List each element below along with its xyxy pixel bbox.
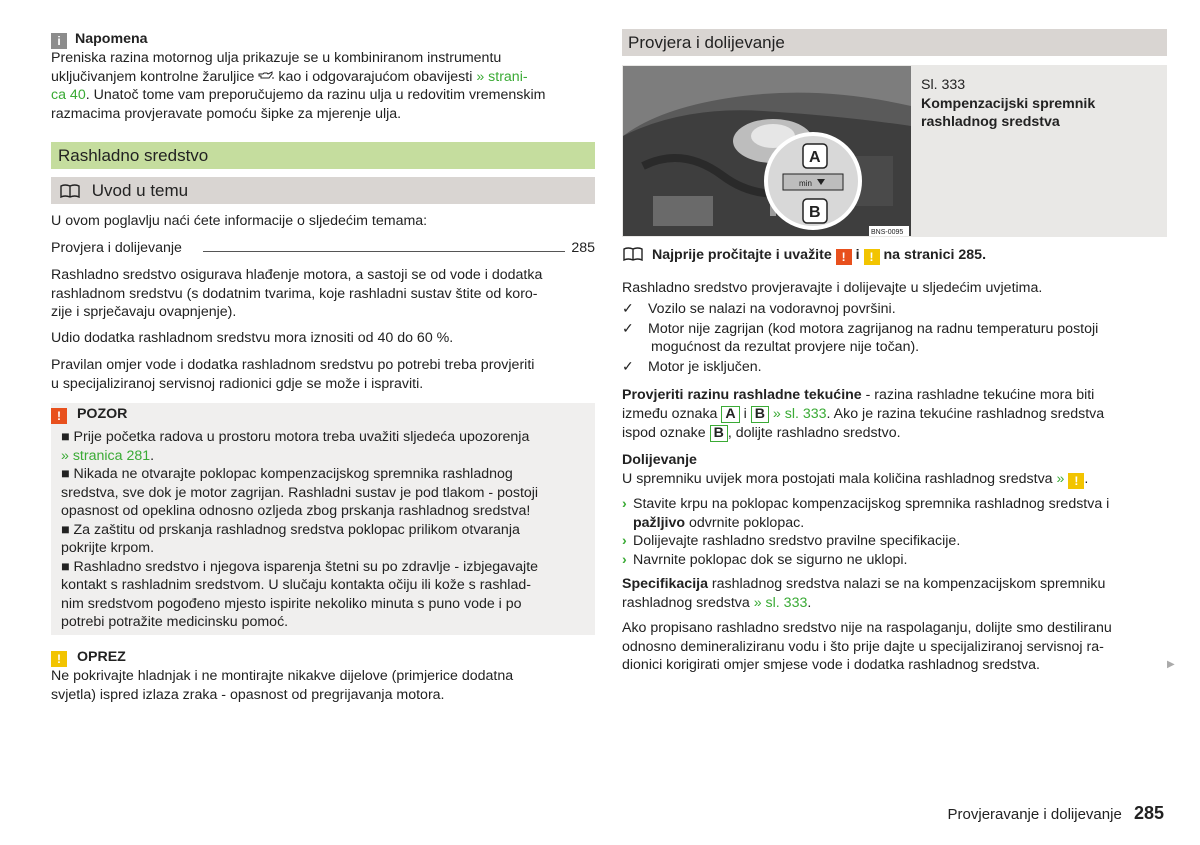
note-block bbox=[51, 30, 595, 123]
text-line: Vozilo se nalazi na vodoravnoj površini. bbox=[648, 301, 896, 317]
paragraph bbox=[622, 619, 1167, 675]
text-line: Udio dodatka rashladnom sredstvu mora iznositi od 40 do 60 %. bbox=[51, 330, 454, 346]
page-link[interactable]: » stranica 281 bbox=[61, 447, 151, 464]
min-label: min bbox=[799, 179, 812, 188]
warning-item: ■ Za zaštitu od prskanja rashladnog sredstva poklopac prilikom otvaranja bbox=[61, 521, 520, 538]
page-link[interactable]: » bbox=[1056, 470, 1065, 487]
note-line: uključivanjem kontrolne žaruljice bbox=[51, 68, 255, 85]
refill-paragraph bbox=[622, 451, 1167, 489]
section-title-bar bbox=[51, 142, 595, 169]
caution-icon: ! bbox=[864, 249, 880, 265]
text-line: Stavite krpu na poklopac kompenzacijskog spremnika rashladnog sredstva i bbox=[633, 496, 1110, 512]
text-line: Navrnite poklopac dok se sigurno ne uklopi. bbox=[633, 551, 908, 568]
note-line: . Unatoč tome vam preporučujemo da razinu ulja u redovitim vremenskim bbox=[85, 87, 546, 103]
page-number: 285 bbox=[1133, 803, 1164, 823]
text-line: nim sredstvom pogođeno mjesto ispirite nekoliko minuta s puno vode i po bbox=[61, 595, 522, 612]
warning-box bbox=[51, 403, 595, 635]
figure bbox=[622, 65, 1167, 237]
step-arrow-icon: › bbox=[622, 496, 627, 512]
intro-text: U ovom poglavlju naći ćete informacije o sljedećim temama: bbox=[51, 213, 428, 229]
text-line: odvrnite poklopac. bbox=[685, 514, 805, 531]
caution-title: OPREZ bbox=[76, 649, 126, 665]
section-title: Rashladno sredstvo bbox=[58, 146, 209, 165]
figure-number: Sl. 333 bbox=[921, 77, 966, 93]
list-item bbox=[622, 320, 1167, 339]
text-line: , dolijte rashladno sredstvo. bbox=[727, 425, 901, 441]
figure-code: BNS-0095 bbox=[871, 229, 904, 236]
intro-text: Rashladno sredstvo provjeravajte i dolijevajte u sljedećim uvjetima. bbox=[622, 280, 1043, 296]
toc-leader bbox=[203, 251, 565, 252]
toc-entry[interactable] bbox=[51, 239, 595, 258]
text-line: pažljivo bbox=[633, 514, 686, 531]
caution-icon: ! bbox=[51, 651, 67, 667]
text-line: dionici korigirati omjer smjese vode i dodatka rashladnog sredstva. bbox=[622, 657, 1040, 673]
text-line: kontakt s rashladnim sredstvom. U slučaju kontakta očiju ili kože s rashlad- bbox=[61, 577, 531, 593]
toc-page: 285 bbox=[571, 240, 595, 256]
figure-link[interactable]: » sl. 333 bbox=[753, 594, 808, 611]
text-line: Ne pokrivajte hladnjak i ne montirajte nikakve dijelove (primjerice dodatna bbox=[51, 668, 514, 684]
text-line: Provjeriti razinu rashladne tekućine bbox=[622, 387, 862, 403]
figure-caption: Kompenzacijski spremnik bbox=[921, 95, 1096, 112]
page-link[interactable]: ca 40 bbox=[51, 87, 86, 103]
text-line: sredstva, sve dok je motor zagrijan. Rashladni sustav je pod tlakom - postoji bbox=[61, 484, 539, 501]
condition-list bbox=[622, 300, 1167, 376]
list-item bbox=[622, 358, 1167, 377]
note-line: Preniska razina motornog ulja prikazuje se u kombiniranom instrumentu bbox=[51, 50, 502, 66]
paragraph bbox=[51, 266, 595, 322]
spec-paragraph bbox=[622, 575, 1167, 612]
mark-a: A bbox=[721, 406, 739, 423]
text-line: Dolijevajte rashladno sredstvo pravilne specifikacije. bbox=[633, 533, 961, 549]
list-item bbox=[622, 300, 1167, 319]
text-line: odnosno demineraliziranu vodu i što prije dajte u specijaliziranoj servisnoj ra- bbox=[622, 638, 1104, 655]
text-line: Specifikacija bbox=[622, 576, 708, 592]
check-icon: ✓ bbox=[622, 358, 634, 375]
refill-title: Dolijevanje bbox=[622, 452, 697, 468]
text-line: . bbox=[150, 447, 155, 464]
continue-arrow-icon: ▶ bbox=[1167, 659, 1175, 670]
text-line: . bbox=[807, 594, 812, 611]
warning-icon: ! bbox=[51, 408, 67, 424]
oil-can-icon bbox=[258, 71, 274, 81]
text-line: Pravilan omjer vode i dodatka rashladnom sredstvu po potrebi treba provjeriti bbox=[51, 357, 535, 373]
step-arrow-icon: › bbox=[622, 533, 627, 549]
check-paragraph bbox=[622, 386, 1167, 443]
text-line: zije i sprječavaju ovapnjenje). bbox=[51, 304, 237, 320]
caution-box bbox=[51, 648, 595, 704]
warning-item: ■ Rashladno sredstvo i njegova isparenja štetni su po zdravlje - izbjegavajte bbox=[61, 558, 539, 575]
text-line: mogućnost da rezultat provjere nije točan). bbox=[651, 339, 920, 355]
list-item bbox=[622, 532, 1167, 551]
list-item bbox=[622, 495, 1167, 514]
steps-list bbox=[622, 495, 1167, 569]
text-line: rashladnog sredstva bbox=[622, 594, 750, 611]
book-icon bbox=[59, 184, 81, 198]
figure-link[interactable]: » sl. 333 bbox=[772, 405, 827, 422]
footer-chapter: Provjeravanje i dolijevanje bbox=[947, 806, 1122, 823]
text-line: opasnost od opeklina odnosno ozljeda zbog prskanja rashladnog sredstva! bbox=[61, 503, 531, 519]
warning-item: ■ Nikada ne otvarajte poklopac kompenzacijskog spremnika rashladnog bbox=[61, 466, 513, 482]
footer bbox=[948, 804, 1164, 825]
text-line: i bbox=[743, 405, 747, 422]
text-line: ispod oznake bbox=[622, 425, 706, 441]
info-icon: i bbox=[51, 33, 67, 49]
check-icon: ✓ bbox=[622, 320, 634, 337]
check-icon: ✓ bbox=[622, 301, 634, 317]
text-line: Ako propisano rashladno sredstvo nije na raspolaganju, dolijte smo destiliranu bbox=[622, 620, 1112, 636]
intro-title: Uvod u temu bbox=[91, 181, 189, 200]
text-line: u specijaliziranoj servisnoj radionici gdje se može i ispraviti. bbox=[51, 375, 424, 392]
text-line: . bbox=[1084, 470, 1089, 487]
text-line: Rashladno sredstvo osigurava hlađenje motora, a sastoji se od vode i dodatka bbox=[51, 267, 543, 283]
text-line: Motor nije zagrijan (kod motora zagrijanog na radnu temperaturu postoji bbox=[648, 320, 1099, 337]
text-line: - razina rashladne tekućine mora biti bbox=[861, 387, 1095, 403]
read-first bbox=[622, 246, 1167, 265]
text-line: U spremniku uvijek mora postojati mala količina rashladnog sredstva bbox=[622, 470, 1053, 487]
text-line: Najprije pročitajte i uvažite bbox=[651, 247, 832, 263]
note-line: kao i odgovarajućom obavijesti bbox=[278, 68, 473, 85]
warning-item: ■ Prije početka radova u prostoru motora treba uvažiti sljedeća upozorenja bbox=[61, 429, 530, 445]
mark-b: B bbox=[710, 425, 728, 442]
text-line: pokrijte krpom. bbox=[61, 540, 155, 556]
text-line: svjetla) ispred izlaza zraka - opasnost od pregrijavanja motora. bbox=[51, 686, 445, 703]
book-icon bbox=[622, 247, 644, 261]
text-line: između oznaka bbox=[622, 405, 718, 422]
caution-icon: ! bbox=[1068, 473, 1084, 489]
figure-label-b: B bbox=[809, 204, 821, 221]
section-title-bar bbox=[622, 29, 1167, 56]
text-line: i bbox=[855, 247, 860, 263]
engine-bay-image bbox=[623, 66, 911, 236]
text-line: rashladnom sredstvu (s dodatnim tvarima, koje rashladni sustav štite od koro- bbox=[51, 285, 538, 302]
text-line: na stranici 285. bbox=[883, 247, 987, 263]
page-link[interactable]: » strani- bbox=[476, 68, 528, 85]
text-line: rashladnog sredstva nalazi se na kompenzacijskom spremniku bbox=[707, 576, 1106, 592]
figure-label-a: A bbox=[809, 149, 821, 166]
warning-icon: ! bbox=[836, 249, 852, 265]
list-item bbox=[622, 551, 1167, 570]
note-line: razmacima provjeravate pomoću šipke za mjerenje ulja. bbox=[51, 105, 402, 122]
toc-label: Provjera i dolijevanje bbox=[51, 240, 182, 256]
text-line: potrebi potražite medicinsku pomoć. bbox=[61, 614, 289, 630]
mark-b: B bbox=[751, 406, 769, 423]
text-line: Motor je isključen. bbox=[648, 358, 762, 375]
step-arrow-icon: › bbox=[622, 551, 627, 568]
warning-title: POZOR bbox=[76, 406, 128, 422]
section-title: Provjera i dolijevanje bbox=[628, 33, 785, 52]
intro-title-bar bbox=[51, 177, 595, 204]
text-line: . Ako je razina tekućine rashladnog sredstva bbox=[826, 405, 1105, 422]
figure-caption: rashladnog sredstva bbox=[921, 114, 1060, 130]
paragraph bbox=[51, 356, 595, 393]
note-title: Napomena bbox=[75, 31, 148, 47]
